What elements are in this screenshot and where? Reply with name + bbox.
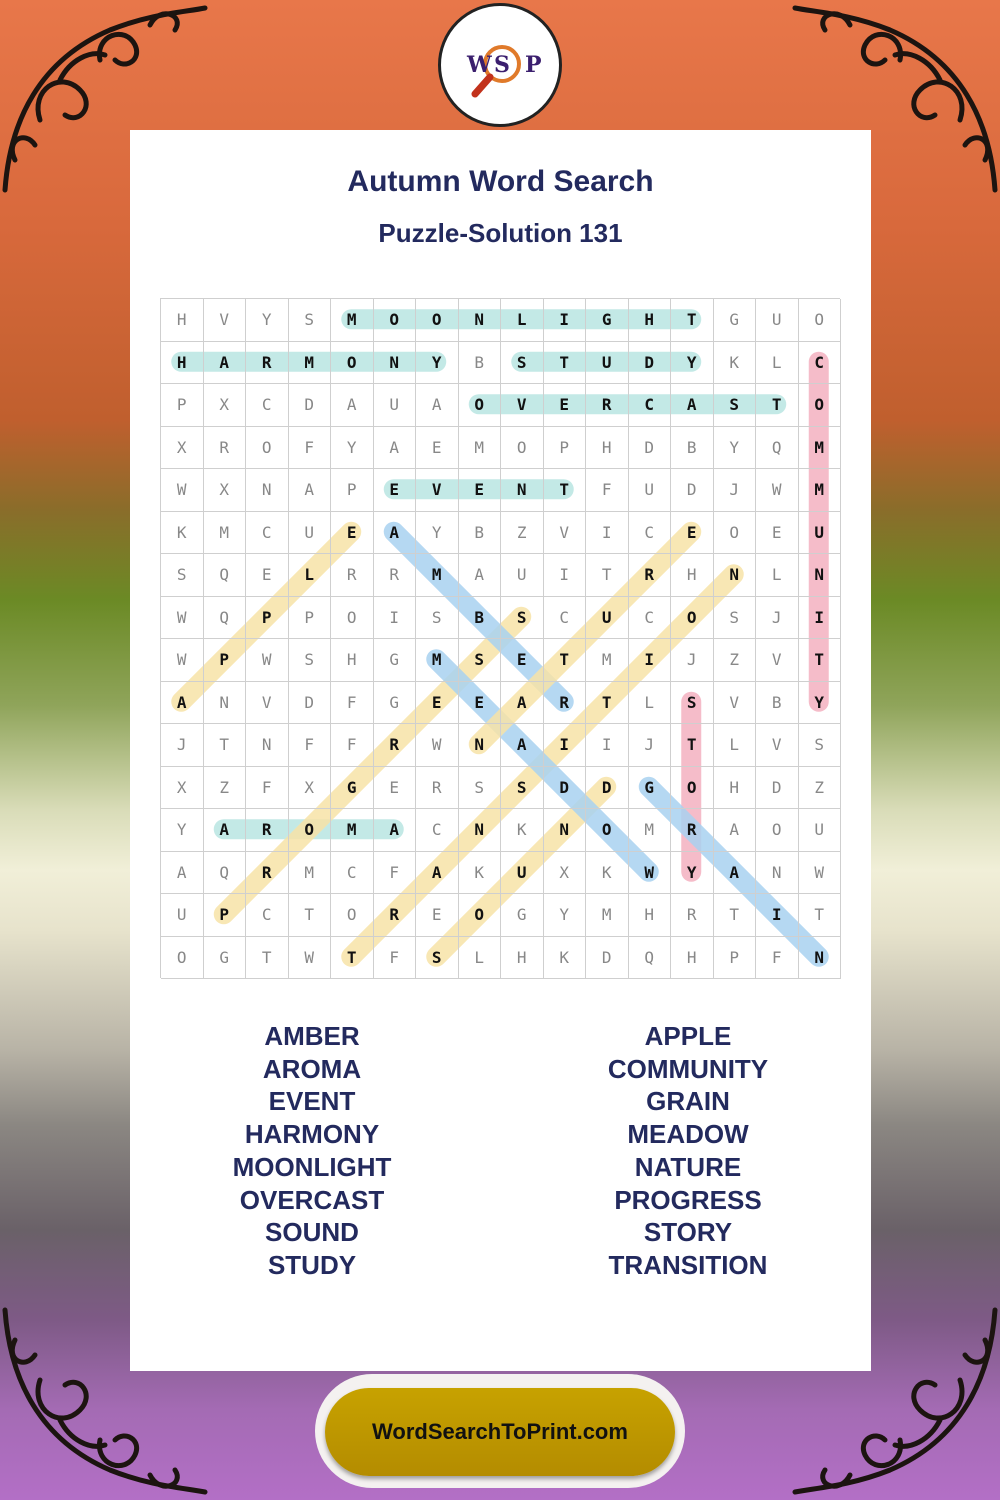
grid-cell[interactable]: T [289, 894, 332, 937]
grid-cell[interactable]: S [161, 554, 204, 597]
grid-cell[interactable]: K [161, 512, 204, 555]
logo-letter-p: P [525, 52, 542, 78]
word-list-item: MEADOW [627, 1119, 749, 1150]
grid-cell[interactable]: S [289, 639, 332, 682]
grid-cell[interactable]: I [544, 299, 587, 342]
grid-cell[interactable]: N [204, 682, 247, 725]
word-list-item: STUDY [267, 1249, 357, 1280]
grid-cell[interactable]: O [671, 767, 714, 810]
word-list-item: OVERCAST [239, 1184, 385, 1215]
word-list-item: GRAIN [646, 1086, 730, 1117]
word-list-item: HARMONY [244, 1119, 380, 1150]
grid-cell[interactable]: E [331, 512, 374, 555]
grid-cell[interactable]: P [204, 639, 247, 682]
grid-cell[interactable]: U [501, 852, 544, 895]
grid-cell[interactable]: R [331, 554, 374, 597]
grid-cell[interactable]: T [331, 937, 374, 980]
grid-cell[interactable]: A [374, 427, 417, 470]
grid-cell[interactable]: O [756, 809, 799, 852]
grid-cell[interactable]: D [629, 342, 672, 385]
grid-cell[interactable]: C [799, 342, 842, 385]
grid-cell[interactable]: L [714, 724, 757, 767]
grid-cell[interactable]: N [459, 809, 502, 852]
grid-cell[interactable]: C [544, 597, 587, 640]
grid-cell[interactable]: W [799, 852, 842, 895]
grid-cell[interactable]: K [586, 852, 629, 895]
word-list-item: TRANSITION [608, 1249, 768, 1280]
word-list-item: EVENT [268, 1086, 356, 1117]
grid-cell[interactable]: Q [204, 597, 247, 640]
grid-cell[interactable]: I [799, 597, 842, 640]
grid-cell[interactable]: G [501, 894, 544, 937]
grid-cell[interactable]: O [289, 809, 332, 852]
grid-cell[interactable]: F [586, 469, 629, 512]
grid-cell[interactable]: C [331, 852, 374, 895]
grid-cell[interactable]: O [246, 427, 289, 470]
grid-cell[interactable]: M [289, 342, 332, 385]
page-subtitle: Puzzle-Solution 131 [378, 218, 623, 248]
grid-cell[interactable]: I [756, 894, 799, 937]
grid-cell[interactable]: U [799, 809, 842, 852]
grid-cell[interactable]: X [289, 767, 332, 810]
grid-cell[interactable]: T [246, 937, 289, 980]
grid-cell[interactable]: A [161, 682, 204, 725]
grid-cell[interactable]: K [501, 809, 544, 852]
grid-cell[interactable]: N [799, 937, 842, 980]
grid-cell[interactable]: G [204, 937, 247, 980]
grid-cell[interactable]: E [756, 512, 799, 555]
grid-cell[interactable]: Q [756, 427, 799, 470]
grid-cell[interactable]: G [629, 767, 672, 810]
grid-cell[interactable]: B [459, 512, 502, 555]
grid-cell[interactable]: Z [501, 512, 544, 555]
grid-cell[interactable]: P [161, 384, 204, 427]
grid-cell[interactable]: L [756, 554, 799, 597]
grid-cell[interactable]: I [374, 597, 417, 640]
grid-cell[interactable]: F [756, 937, 799, 980]
grid-cell[interactable]: F [331, 682, 374, 725]
grid-cell[interactable]: W [756, 469, 799, 512]
grid-cell[interactable]: R [246, 852, 289, 895]
logo-letter-s: S [494, 52, 510, 78]
grid-cell[interactable]: C [629, 512, 672, 555]
grid-cell[interactable]: A [204, 809, 247, 852]
grid-cell[interactable]: V [714, 682, 757, 725]
grid-cell[interactable]: M [629, 809, 672, 852]
grid-cell[interactable]: P [289, 597, 332, 640]
grid-cell[interactable]: T [586, 554, 629, 597]
grid-cell[interactable]: C [629, 384, 672, 427]
grid-cell[interactable]: V [756, 639, 799, 682]
grid-cell[interactable]: S [459, 767, 502, 810]
grid-cell[interactable]: D [289, 384, 332, 427]
grid-cell[interactable]: N [459, 724, 502, 767]
grid-cell[interactable]: E [671, 512, 714, 555]
grid-cell[interactable]: T [544, 342, 587, 385]
grid-cell[interactable]: S [501, 597, 544, 640]
grid-cell[interactable]: D [586, 767, 629, 810]
grid-cell[interactable]: I [544, 554, 587, 597]
grid-cell[interactable]: U [161, 894, 204, 937]
grid-cell[interactable]: Y [671, 342, 714, 385]
grid-cell[interactable]: T [799, 639, 842, 682]
grid-cell[interactable]: T [756, 384, 799, 427]
grid-cell[interactable]: O [331, 894, 374, 937]
grid-cell[interactable]: F [289, 724, 332, 767]
grid-cell[interactable]: E [374, 469, 417, 512]
grid-cell[interactable]: M [586, 639, 629, 682]
grid-cell[interactable]: O [799, 384, 842, 427]
grid-cell[interactable]: N [246, 724, 289, 767]
grid-cell[interactable]: M [416, 554, 459, 597]
grid-cell[interactable]: E [544, 384, 587, 427]
grid-cell[interactable]: C [246, 512, 289, 555]
word-list-right [538, 1020, 838, 1282]
grid-cell[interactable]: O [799, 299, 842, 342]
grid-cell[interactable]: W [161, 639, 204, 682]
grid-cell[interactable]: D [289, 682, 332, 725]
grid-cell[interactable]: S [501, 767, 544, 810]
word-list-item: MOONLIGHT [232, 1151, 392, 1182]
grid-cell[interactable]: H [671, 554, 714, 597]
grid-cell[interactable]: S [714, 384, 757, 427]
grid-cell[interactable]: G [331, 767, 374, 810]
grid-cell[interactable]: N [501, 469, 544, 512]
grid-cell[interactable]: L [289, 554, 332, 597]
grid-cell[interactable]: J [671, 639, 714, 682]
grid-cell[interactable]: R [544, 682, 587, 725]
grid-cell[interactable]: A [671, 384, 714, 427]
grid-cell[interactable]: S [714, 597, 757, 640]
grid-cell[interactable]: N [714, 554, 757, 597]
grid-cell[interactable]: H [161, 342, 204, 385]
grid-cell[interactable]: Y [799, 682, 842, 725]
grid-cell[interactable]: D [671, 469, 714, 512]
grid-cell[interactable]: F [374, 937, 417, 980]
grid-cell[interactable]: S [416, 597, 459, 640]
word-list-item: APPLE [644, 1021, 732, 1051]
grid-cell[interactable]: U [586, 342, 629, 385]
grid-cell[interactable]: T [204, 724, 247, 767]
grid-cell[interactable]: U [799, 512, 842, 555]
grid-cell[interactable]: W [161, 469, 204, 512]
grid-cell[interactable]: S [289, 299, 332, 342]
word-grid [160, 298, 840, 978]
grid-cell[interactable]: X [161, 427, 204, 470]
word-list-item: PROGRESS [614, 1184, 762, 1215]
grid-cell[interactable]: B [459, 597, 502, 640]
grid-cell[interactable]: A [204, 342, 247, 385]
grid-cell[interactable]: Y [161, 809, 204, 852]
grid-cell[interactable]: O [459, 894, 502, 937]
footer-badge [315, 1374, 685, 1488]
grid-cell[interactable]: E [501, 639, 544, 682]
grid-cell[interactable]: A [331, 384, 374, 427]
grid-cell[interactable]: A [501, 682, 544, 725]
grid-cell[interactable]: R [374, 554, 417, 597]
grid-cell[interactable]: U [586, 597, 629, 640]
grid-cell[interactable]: G [374, 639, 417, 682]
grid-cell[interactable]: B [671, 427, 714, 470]
word-list-item: STORY [643, 1217, 733, 1248]
grid-cell[interactable]: I [629, 639, 672, 682]
grid-cell[interactable]: S [671, 682, 714, 725]
grid-cell[interactable]: L [629, 682, 672, 725]
grid-cell[interactable]: M [799, 469, 842, 512]
grid-cell[interactable]: D [629, 427, 672, 470]
grid-cell[interactable]: O [374, 299, 417, 342]
grid-cell[interactable]: A [501, 724, 544, 767]
grid-cell[interactable]: O [331, 342, 374, 385]
grid-cell[interactable]: N [799, 554, 842, 597]
grid-cell[interactable]: U [289, 512, 332, 555]
grid-cell[interactable]: Y [671, 852, 714, 895]
grid-cell[interactable]: I [544, 724, 587, 767]
grid-cell[interactable]: Y [331, 427, 374, 470]
grid-cell[interactable]: M [586, 894, 629, 937]
grid-cell[interactable]: E [416, 894, 459, 937]
grid-cell[interactable]: G [714, 299, 757, 342]
grid-cell[interactable]: P [331, 469, 374, 512]
grid-cell[interactable]: U [501, 554, 544, 597]
grid-cell[interactable]: M [459, 427, 502, 470]
grid-cell[interactable]: Y [246, 299, 289, 342]
grid-cell[interactable]: T [671, 299, 714, 342]
grid-cell[interactable]: H [714, 767, 757, 810]
grid-cell[interactable]: H [629, 299, 672, 342]
grid-cell[interactable]: A [289, 469, 332, 512]
grid-cell[interactable]: Q [204, 852, 247, 895]
grid-cell[interactable]: F [246, 767, 289, 810]
grid-cell[interactable]: H [586, 427, 629, 470]
grid-cell[interactable]: A [374, 809, 417, 852]
grid-cell[interactable]: C [246, 894, 289, 937]
grid-cell[interactable]: O [671, 597, 714, 640]
grid-cell[interactable]: W [161, 597, 204, 640]
grid-cell[interactable]: F [374, 852, 417, 895]
grid-cell[interactable]: O [331, 597, 374, 640]
grid-cell[interactable]: R [246, 809, 289, 852]
grid-cell[interactable]: X [544, 852, 587, 895]
grid-cell[interactable]: U [629, 469, 672, 512]
grid-cell[interactable]: Y [416, 342, 459, 385]
grid-cell[interactable]: A [416, 384, 459, 427]
grid-cell[interactable]: P [204, 894, 247, 937]
grid-cell[interactable]: R [246, 342, 289, 385]
grid-cell[interactable]: A [714, 809, 757, 852]
grid-cell[interactable]: H [671, 937, 714, 980]
grid-cell[interactable]: C [246, 384, 289, 427]
grid-cell[interactable]: R [586, 384, 629, 427]
grid-cell[interactable]: W [289, 937, 332, 980]
grid-cell[interactable]: R [374, 894, 417, 937]
grid-cell[interactable]: A [161, 852, 204, 895]
grid-cell[interactable]: S [799, 724, 842, 767]
grid-cell[interactable]: O [714, 512, 757, 555]
grid-cell[interactable]: N [544, 809, 587, 852]
grid-cell[interactable]: P [544, 427, 587, 470]
grid-cell[interactable]: X [204, 469, 247, 512]
grid-cell[interactable]: R [671, 809, 714, 852]
grid-cell[interactable]: T [799, 894, 842, 937]
grid-cell[interactable]: S [416, 937, 459, 980]
grid-cell[interactable]: X [204, 384, 247, 427]
grid-cell[interactable]: I [586, 724, 629, 767]
grid-cell[interactable]: H [501, 937, 544, 980]
grid-cell[interactable]: R [416, 767, 459, 810]
grid-cell[interactable]: T [671, 724, 714, 767]
site-link-label: WordSearchToPrint.com [372, 1419, 628, 1444]
grid-cell[interactable]: D [586, 937, 629, 980]
grid-cell[interactable]: O [586, 809, 629, 852]
grid-cell[interactable]: L [756, 342, 799, 385]
grid-cell[interactable]: S [501, 342, 544, 385]
grid-cell[interactable]: O [161, 937, 204, 980]
word-list-item: SOUND [265, 1217, 359, 1248]
word-list-item: AROMA [262, 1053, 362, 1084]
grid-cell[interactable]: T [586, 682, 629, 725]
grid-cell[interactable]: G [374, 682, 417, 725]
grid-cell[interactable]: M [416, 639, 459, 682]
grid-cell[interactable]: T [714, 894, 757, 937]
grid-cell[interactable]: N [374, 342, 417, 385]
grid-cell[interactable]: J [756, 597, 799, 640]
grid-cell[interactable]: C [416, 809, 459, 852]
grid-cell[interactable]: E [246, 554, 289, 597]
grid-cell[interactable]: W [246, 639, 289, 682]
grid-cell[interactable]: F [289, 427, 332, 470]
grid-cell[interactable]: K [459, 852, 502, 895]
grid-cell[interactable]: B [756, 682, 799, 725]
grid-cell[interactable]: A [416, 852, 459, 895]
grid-cell[interactable]: V [544, 512, 587, 555]
grid-cell[interactable]: U [756, 299, 799, 342]
grid-cell[interactable]: M [799, 427, 842, 470]
grid-cell[interactable]: U [374, 384, 417, 427]
grid-cell[interactable]: X [161, 767, 204, 810]
word-list-item: NATURE [634, 1151, 742, 1182]
grid-cell[interactable]: R [629, 554, 672, 597]
grid-cell[interactable]: Z [204, 767, 247, 810]
grid-cell[interactable]: R [374, 724, 417, 767]
grid-cell[interactable]: B [459, 342, 502, 385]
grid-cell[interactable]: Y [544, 894, 587, 937]
grid-cell[interactable]: F [331, 724, 374, 767]
grid-cell[interactable]: M [331, 809, 374, 852]
grid-cell[interactable]: L [501, 299, 544, 342]
grid-cell[interactable]: J [629, 724, 672, 767]
site-link-button[interactable] [325, 1388, 675, 1476]
grid-cell[interactable]: R [671, 894, 714, 937]
grid-cell[interactable]: E [459, 469, 502, 512]
grid-cell[interactable]: K [544, 937, 587, 980]
grid-cell[interactable]: G [586, 299, 629, 342]
grid-cell[interactable]: O [459, 384, 502, 427]
grid-cell[interactable]: H [629, 894, 672, 937]
grid-cell[interactable]: C [629, 597, 672, 640]
site-logo[interactable] [438, 3, 562, 127]
grid-cell[interactable]: Y [416, 512, 459, 555]
grid-cell[interactable]: E [416, 682, 459, 725]
grid-cell[interactable]: M [204, 512, 247, 555]
grid-cell[interactable]: Q [204, 554, 247, 597]
grid-cell[interactable]: A [459, 554, 502, 597]
grid-cell[interactable]: W [416, 724, 459, 767]
grid-cell[interactable]: D [756, 767, 799, 810]
grid-cell[interactable]: Z [799, 767, 842, 810]
grid-cell[interactable]: J [161, 724, 204, 767]
grid-cell[interactable]: P [714, 937, 757, 980]
grid-cell[interactable]: H [161, 299, 204, 342]
grid-cell[interactable]: A [374, 512, 417, 555]
grid-cell[interactable]: W [629, 852, 672, 895]
grid-cell[interactable]: S [459, 639, 502, 682]
grid-cell[interactable]: T [544, 469, 587, 512]
word-list-item: AMBER [264, 1021, 360, 1051]
grid-cell[interactable]: A [714, 852, 757, 895]
grid-cell[interactable]: V [756, 724, 799, 767]
grid-cell[interactable]: D [544, 767, 587, 810]
grid-cell[interactable]: V [501, 384, 544, 427]
grid-cell[interactable]: Q [629, 937, 672, 980]
grid-cell[interactable]: E [459, 682, 502, 725]
grid-cell[interactable]: R [204, 427, 247, 470]
grid-cell[interactable]: H [331, 639, 374, 682]
grid-cell[interactable]: N [756, 852, 799, 895]
grid-cell[interactable]: Z [714, 639, 757, 682]
letter-grid [160, 298, 840, 978]
grid-cell[interactable]: V [246, 682, 289, 725]
grid-cell[interactable]: V [204, 299, 247, 342]
grid-cell[interactable]: E [374, 767, 417, 810]
grid-cell[interactable]: O [416, 299, 459, 342]
grid-cell[interactable]: T [544, 639, 587, 682]
grid-cell[interactable]: K [714, 342, 757, 385]
grid-cell[interactable]: I [586, 512, 629, 555]
grid-cell[interactable]: P [246, 597, 289, 640]
grid-cell[interactable]: M [289, 852, 332, 895]
page-title: Autumn Word Search [347, 165, 654, 198]
grid-cell[interactable]: N [459, 299, 502, 342]
grid-cell[interactable]: L [459, 937, 502, 980]
grid-cell[interactable]: O [501, 427, 544, 470]
grid-cell[interactable]: V [416, 469, 459, 512]
word-list-item: COMMUNITY [607, 1053, 769, 1084]
logo-letter-w: W [467, 52, 492, 78]
grid-cell[interactable]: E [416, 427, 459, 470]
grid-cell[interactable]: J [714, 469, 757, 512]
grid-cell[interactable]: N [246, 469, 289, 512]
word-list-left [162, 1020, 462, 1282]
grid-cell[interactable]: Y [714, 427, 757, 470]
grid-cell[interactable]: M [331, 299, 374, 342]
